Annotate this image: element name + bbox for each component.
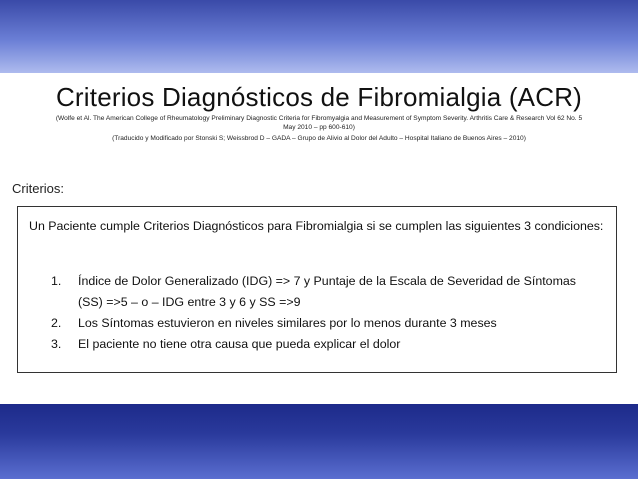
condition-number: 2. <box>51 316 62 330</box>
citation <box>30 114 608 143</box>
criteria-box <box>17 206 617 373</box>
criteria-intro: Un Paciente cumple Criterios Diagnósticos para Fibromialgia si se cumplen las siguientes 3 condiciones: <box>29 219 604 233</box>
top-decorative-band <box>0 0 638 73</box>
condition-text: El paciente no tiene otra causa que pueda explicar el dolor <box>78 337 401 351</box>
condition-item <box>18 313 598 334</box>
bottom-decorative-band <box>0 404 638 479</box>
criteria-heading: Criterios: <box>12 181 65 196</box>
citation-line-2: May 2010 – pp 600-610) <box>283 124 355 131</box>
condition-text: Índice de Dolor Generalizado (IDG) => 7 y Puntaje de la Escala de Severidad de Síntomas (SS) =>5 – o – IDG entre 3 y 6 y SS =>9 <box>78 274 576 309</box>
condition-item <box>18 334 598 355</box>
condition-item <box>18 271 598 313</box>
slide-title: Criterios Diagnósticos de Fibromialgia (ACR) <box>55 82 583 112</box>
citation-line-1: (Wolfe et Al. The American College of Rheumatology Preliminary Diagnostic Criteria for Fibromyalgia and Measurement of Symptom Severity. Arthritis Care & Research Vol 62 No. 5 <box>55 115 583 122</box>
condition-number: 1. <box>51 274 62 288</box>
adaptation-note: (Traducido y Modificado por Stonski S; Weissbrod D – GADA – Grupo de Alivio al Dolor del Adulto – Hospital Italiano de Buenos Aires – 2010) <box>112 135 526 142</box>
conditions-list <box>18 271 618 355</box>
condition-number: 3. <box>51 337 62 351</box>
condition-text: Los Síntomas estuvieron en niveles similares por lo menos durante 3 meses <box>78 316 497 330</box>
